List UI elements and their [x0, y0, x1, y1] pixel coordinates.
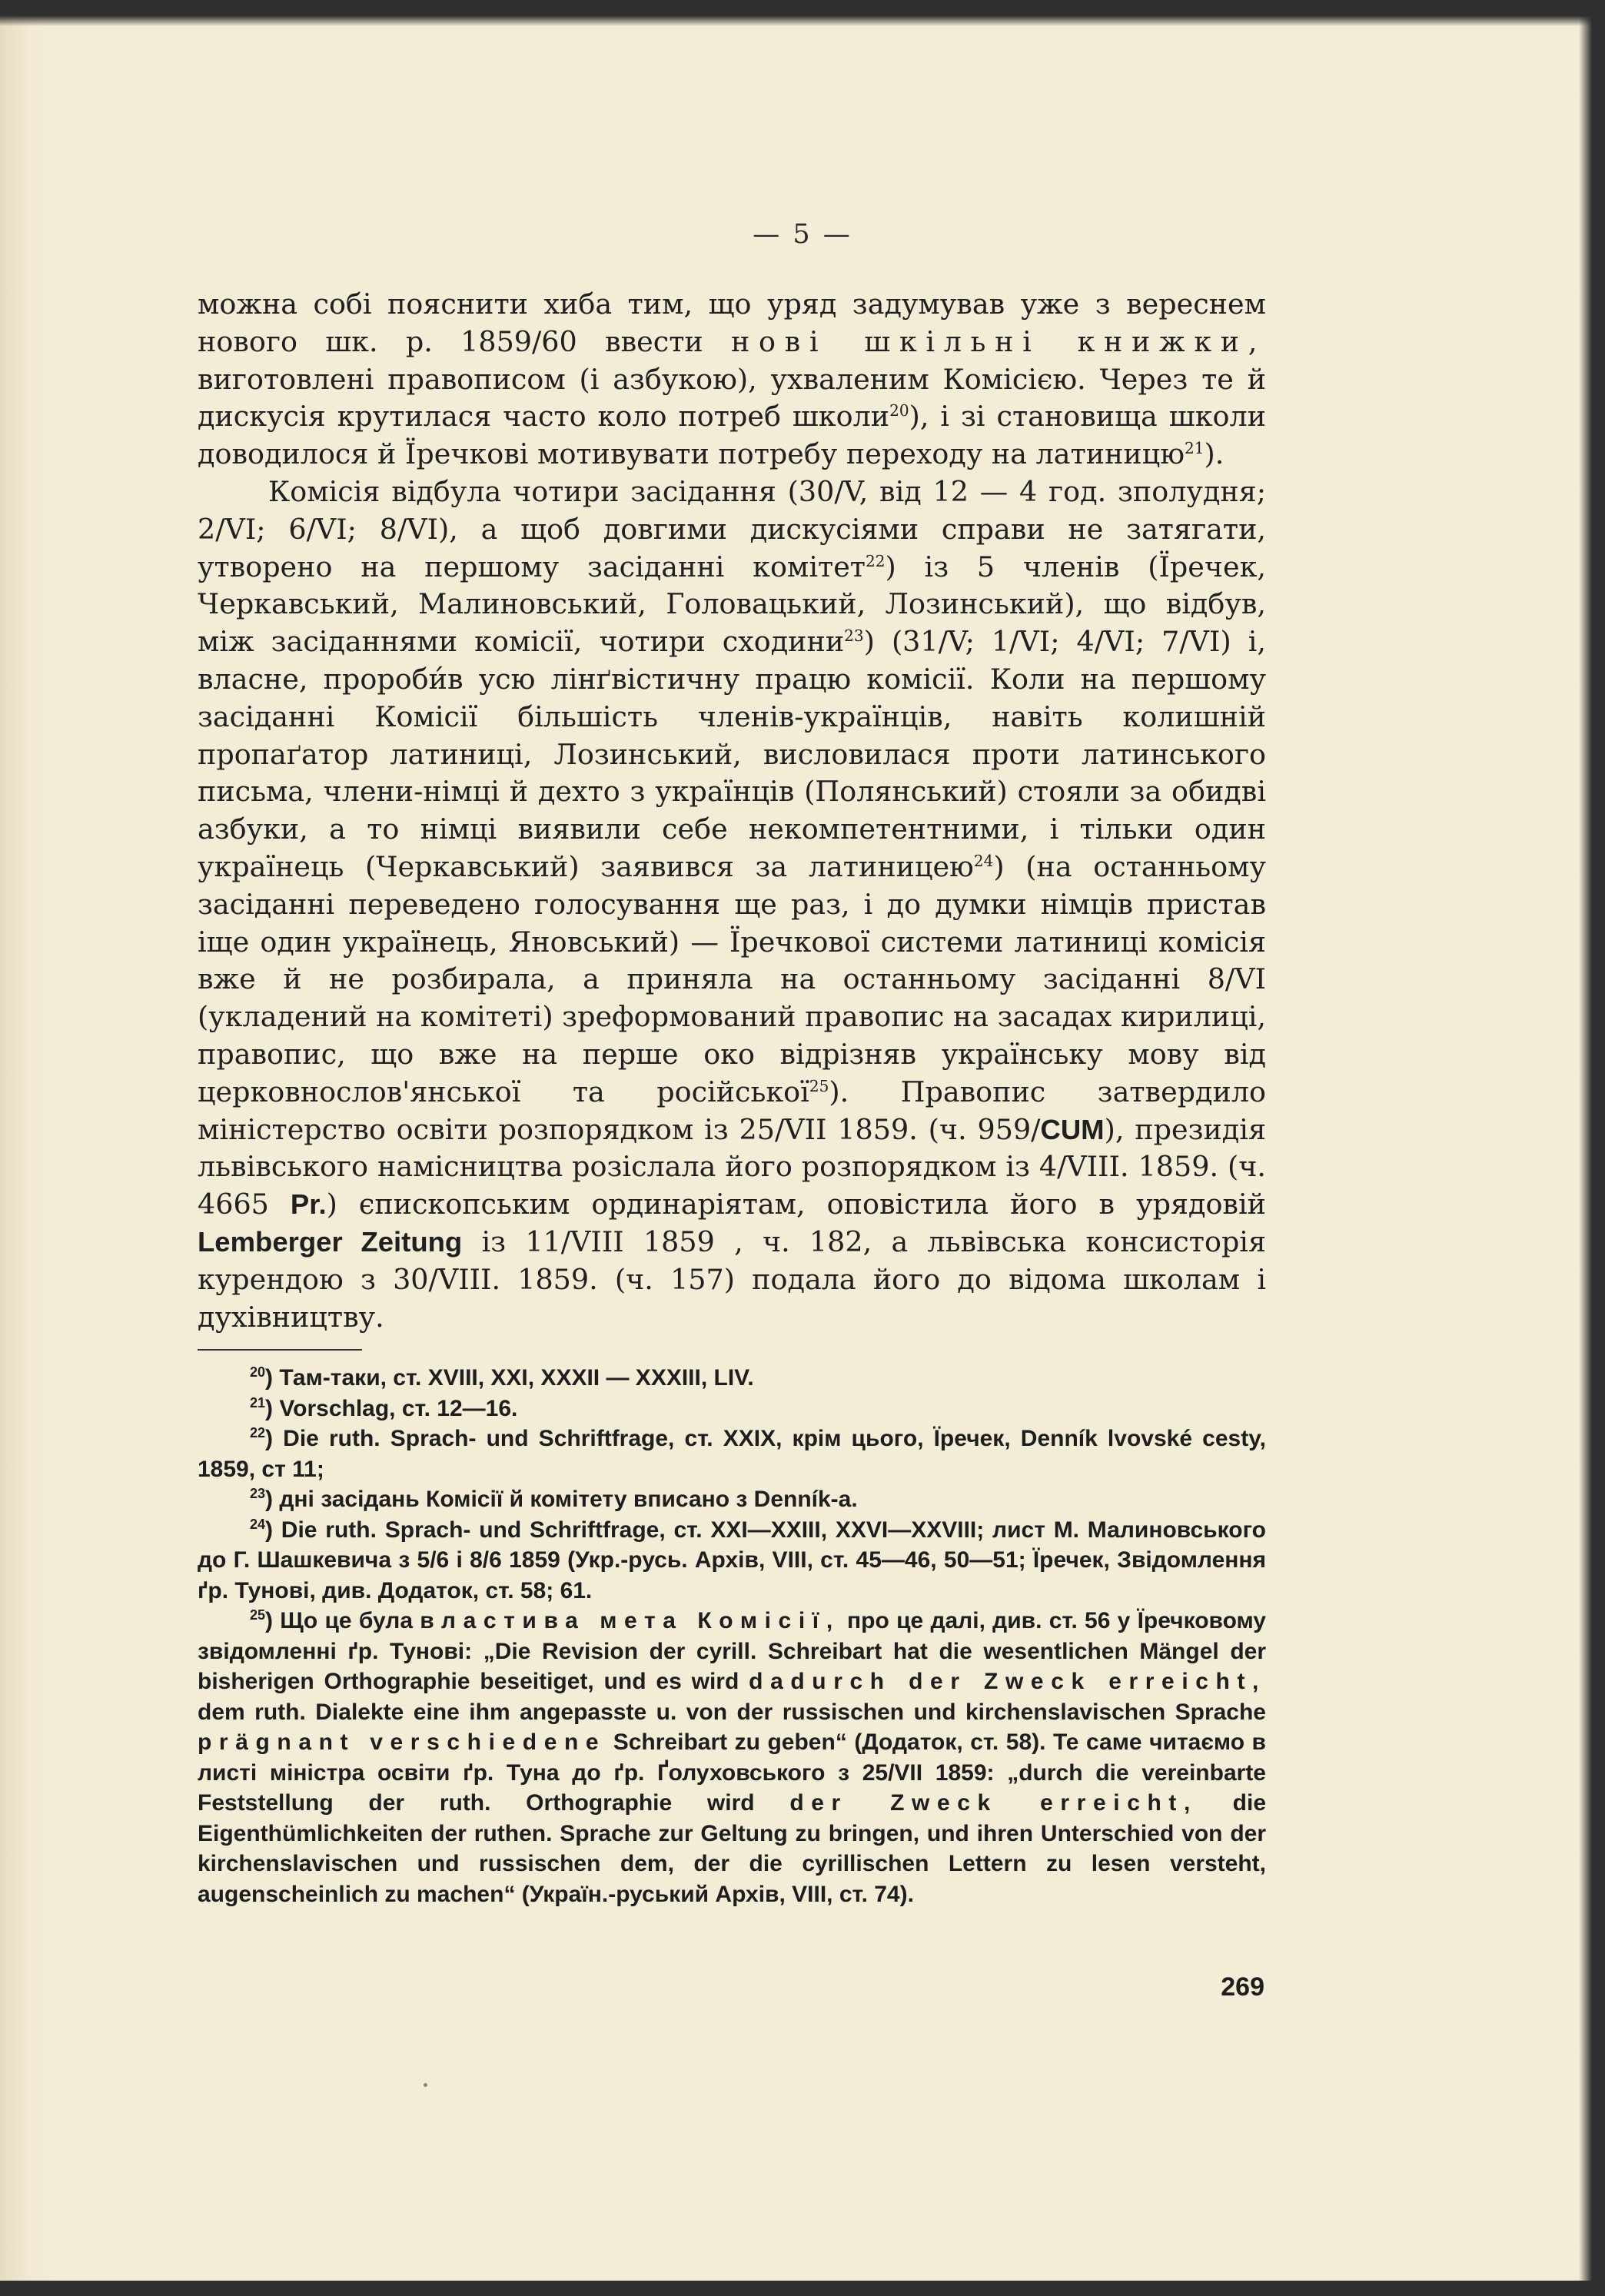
- footnote-ref-20: 20: [889, 401, 909, 420]
- paper-speck: [424, 2083, 427, 2087]
- footnote-25: $^{25}$) Що це була властива мета Комісії, про це далі, див. ст. 56 у Їречковому звідомленні ґр. Тунові: „Die Revision der cyrill. Schreibart hat die wesentlichen Mängel der bisherigen Orthographie beseitiget, und es wird dadurch der Zweck erreicht, dem ruth. Dialekte eine ihm angepasste u. von der russischen und kirchenslavischen Sprache prägnant verschiedene Schreibart zu geben“ (Додаток, ст. 58). Те саме читаємо в листі міністра освіти ґр. Туна до ґр. Ґолуховського з 25/VII 1859: „durch die vereinbarte Feststellung der ruth. Orthographie wird der Zweck erreicht, die Eigenthümlichkeiten der ruthen. Sprache zur Geltung zu bringen, und ihren Unterschied von der kirchenslavischen und russischen dem, der die cyrillischen Lettern zu lesen versteht, augenscheinlich zu machen“ (Україн.-руський Архів, VIII, ст. 74).: [198, 1607, 1267, 1907]
- bottom-scan-edge: [0, 2281, 1605, 2296]
- spaced-emphasis: prägnant verschiedene: [198, 1729, 606, 1755]
- latin-term: Pr.: [290, 1188, 327, 1221]
- footnotes: [198, 1363, 1266, 1909]
- footnote-rule: [198, 1349, 362, 1351]
- page-number: 269: [1221, 1972, 1264, 2002]
- footnote-24: $^{24}$) Die ruth. Sprach- und Schriftfrage, ст. XXI—XXIII, XXVI—XXVIII; лист М. Малиновського до Г. Шашкевича з 5/6 і 8/6 1859 (Укр.-русь. Архів, VIII, ст. 45—46, 50—51; Їречек, Звідомлення ґр. Тунові, див. Додаток, ст. 58; 61.: [198, 1516, 1266, 1603]
- footnote-21: $^{21}$) Vorschlag, ст. 12—16.: [250, 1394, 518, 1421]
- running-header: — 5 —: [753, 219, 852, 250]
- top-scan-edge: [0, 0, 1605, 26]
- footnote-ref-24: 24: [973, 851, 994, 870]
- footnote-22: $^{22}$) Die ruth. Sprach- und Schriftfrage, ст. XXIX, крім цього, Їречек, Denník lvovské cesty, 1859, ст 11;: [198, 1425, 1266, 1482]
- paragraph-2: Комісія відбула чотири засідання (30/V, від 12 — 4 год. зполудня; 2/VI; 6/VI; 8/VI), а щоб довгими дискусіями справи не затягати, утворено на першому засіданні комітет$^{22}$) із 5 членів (Їречек, Черкавський, Малиновський, Головацький, Лозинський), що відбув, між засіданнями комісії, чотири сходини$^{23}$) (31/V; 1/VI; 4/VI; 7/VI) і, власне, пророби́в усю лінґвістичну працю комісії. Коли на першому засіданні Комісії більшість членів-українців, навіть колишній пропаґатор латиниці, Лозинський, висловилася проти латинського письма, члени-німці й дехто з українців (Полянський) стояли за обидві азбуки, а то німці виявили себе некомпетентними, і тільки один українець (Черкавський) заявився за латиницею$^{24}$) (на останньому засіданні переведено голосування ще раз, і до думки німців пристав іще один українець, Яновський) — Їречкової системи латиниці комісія вже й не розбирала, а приняла на останньому засіданні 8/VI (укладений на комітеті) зреформований правопис на засадах кирилиці, правопис, що вже на перше око відрізняв українську мову від церковнослов'янської та російської$^{25}$). Правопис затвердило міністерство освіти розпорядком із 25/VII 1859. (ч. 959/CUM), президія львівського намісництва розіслала його розпорядком із 4/VIII. 1859. (ч. 4665 Pr.) єпископським ординаріятам, оповістила його в урядовій Lemberger Zeitung із 11/VIII 1859 , ч. 182, а львівська консисторія курендою з 30/VIII. 1859. (ч. 157) подала його до відома школам і духівництву.: [198, 474, 1267, 1334]
- spaced-emphasis: властива мета Комісії,: [420, 1608, 840, 1633]
- right-scan-edge: [1579, 0, 1605, 2296]
- footnote-ref-21: 21: [1185, 439, 1205, 458]
- spaced-emphasis: нові шкільні книжки,: [731, 324, 1266, 358]
- latin-term: Lemberger Zeitung: [198, 1225, 463, 1258]
- spaced-emphasis: dadurch der Zweck erreicht,: [749, 1669, 1266, 1694]
- spaced-emphasis: der Zweck erreicht,: [789, 1790, 1198, 1816]
- footnote-ref-25: 25: [809, 1076, 829, 1095]
- footnote-ref-23: 23: [844, 626, 864, 646]
- page-binding-shadow: [0, 0, 54, 2296]
- latin-term: CUM: [1040, 1113, 1105, 1145]
- footnote-ref-22: 22: [865, 551, 886, 570]
- footnote-20: $^{20}$) Там-таки, ст. XVIII, XXI, XXXII — XXXIII, LIV.: [250, 1364, 754, 1391]
- footnote-23: $^{23}$) дні засідань Комісії й комітету вписано з Denník-а.: [250, 1486, 858, 1512]
- main-text: [198, 286, 1266, 1336]
- paragraph-1: можна собі пояснити хиба тим, що уряд задумував уже з вереснем нового шк. р. 1859/60 ввести нові шкільні книжки, виготовлені правописом (і азбукою), ухваленим Комісією. Через те й дискусія крутилася часто коло потреб школи$^{20}$), і зі становища школи доводилося й Їречкові мотивувати потребу переходу на латиницю$^{21}$).: [198, 287, 1266, 471]
